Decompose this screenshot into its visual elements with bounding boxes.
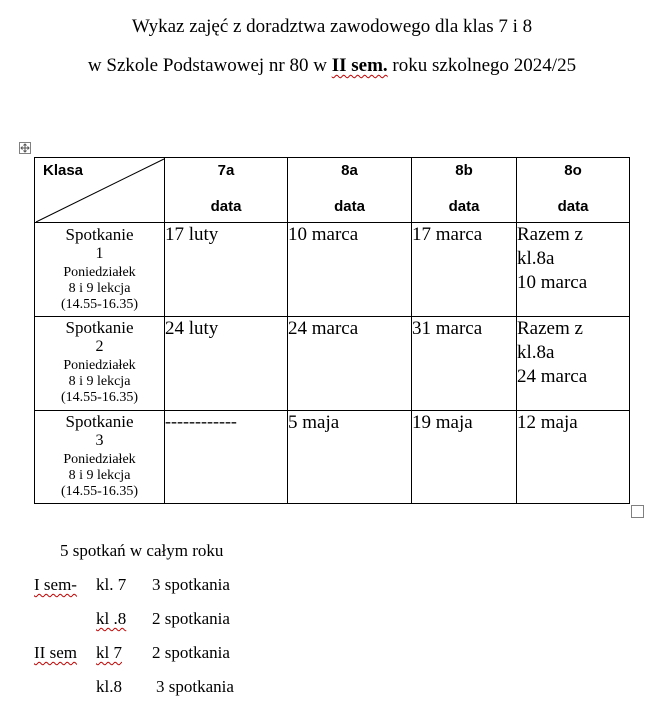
cell-8o-line-3: 24 marca — [517, 366, 588, 387]
column-class-label: 8a — [341, 162, 358, 179]
summary-class: kl.8 — [96, 677, 122, 696]
summary-count: 2 spotkania — [152, 643, 230, 662]
cell-date-8o — [517, 223, 630, 317]
cell-8o-line-2: kl.8a — [517, 342, 555, 363]
summary-count: 2 spotkania — [152, 609, 230, 628]
table-header-row — [35, 158, 630, 223]
row-lessons: 8 i 9 lekcja — [68, 281, 131, 296]
cell-date-7a: 17 luty — [165, 223, 288, 317]
title-line-2-end: roku szkolnego 2024/25 — [387, 55, 577, 76]
row-meeting-number: 3 — [95, 432, 104, 449]
summary-sem1-label: I sem- — [34, 575, 77, 594]
document-title-line-2 — [0, 55, 664, 77]
summary-total: 5 spotkań w całym roku — [60, 541, 224, 560]
summary-class: kl .8 — [96, 609, 127, 628]
cell-date-8a: 24 marca — [288, 317, 412, 411]
table-row-meeting-2 — [35, 317, 630, 411]
summary-count: 3 spotkania — [156, 677, 234, 696]
row-meeting-label: Spotkanie — [65, 318, 134, 337]
schedule-table — [34, 157, 630, 504]
document-title-line-1: Wykaz zajęć z doradztwa zawodowego dla klas 7 i 8 — [131, 16, 533, 37]
row-time: (14.55-16.35) — [61, 390, 138, 405]
summary-class: kl. 7 — [96, 575, 127, 594]
cell-8o-line-1: Razem z — [517, 318, 583, 339]
cell-8o-line-2: kl.8a — [517, 248, 555, 269]
column-class-label: 8o — [564, 162, 582, 179]
cell-date-8a: 5 maja — [288, 411, 412, 504]
header-cell-7a — [165, 158, 288, 223]
row-day: Poniedziałek — [63, 452, 136, 467]
cell-date-7a-empty: ------------ — [165, 411, 288, 504]
summary-count: 3 spotkania — [152, 575, 230, 594]
title-semester: II sem. — [331, 55, 388, 76]
header-cell-8a — [288, 158, 412, 223]
row-meeting-number: 2 — [95, 338, 104, 355]
row-time: (14.55-16.35) — [61, 297, 138, 312]
column-class-label: 8b — [455, 162, 473, 179]
row-meeting-label: Spotkanie — [65, 412, 134, 431]
column-data-label: data — [557, 198, 589, 215]
cell-date-8o: 12 maja — [517, 411, 630, 504]
cell-date-8b: 31 marca — [412, 317, 517, 411]
column-data-label: data — [210, 198, 242, 215]
row-lessons: 8 i 9 lekcja — [68, 374, 131, 389]
row-label-cell — [35, 317, 165, 411]
cell-date-8a: 10 marca — [288, 223, 412, 317]
row-time: (14.55-16.35) — [61, 484, 138, 499]
cell-date-8o — [517, 317, 630, 411]
row-day: Poniedziałek — [63, 358, 136, 373]
header-cell-8b — [412, 158, 517, 223]
cell-8o-line-1: Razem z — [517, 224, 583, 245]
header-klasa-label: Klasa — [43, 162, 84, 179]
row-lessons: 8 i 9 lekcja — [68, 468, 131, 483]
column-data-label: data — [334, 198, 365, 215]
cell-date-8b: 19 maja — [412, 411, 517, 504]
cell-8o-line-3: 10 marca — [517, 272, 588, 293]
row-label-cell — [35, 411, 165, 504]
table-resize-handle[interactable] — [631, 505, 644, 518]
summary-class: kl 7 — [96, 643, 122, 662]
table-row-meeting-3 — [35, 411, 630, 504]
summary-sem2-label: II sem — [34, 643, 77, 662]
header-cell-8o — [517, 158, 630, 223]
table-move-handle-icon[interactable] — [19, 142, 31, 154]
header-corner-cell — [35, 158, 165, 223]
row-day: Poniedziałek — [63, 265, 136, 280]
cell-date-8b: 17 marca — [412, 223, 517, 317]
cell-date-7a: 24 luty — [165, 317, 288, 411]
table-row-meeting-1 — [35, 223, 630, 317]
column-class-label: 7a — [217, 162, 235, 179]
column-data-label: data — [448, 198, 480, 215]
row-meeting-number: 1 — [95, 245, 104, 262]
row-label-cell — [35, 223, 165, 317]
title-line-2-start: w Szkole Podstawowej nr 80 w — [87, 55, 332, 76]
row-meeting-label: Spotkanie — [65, 225, 134, 244]
